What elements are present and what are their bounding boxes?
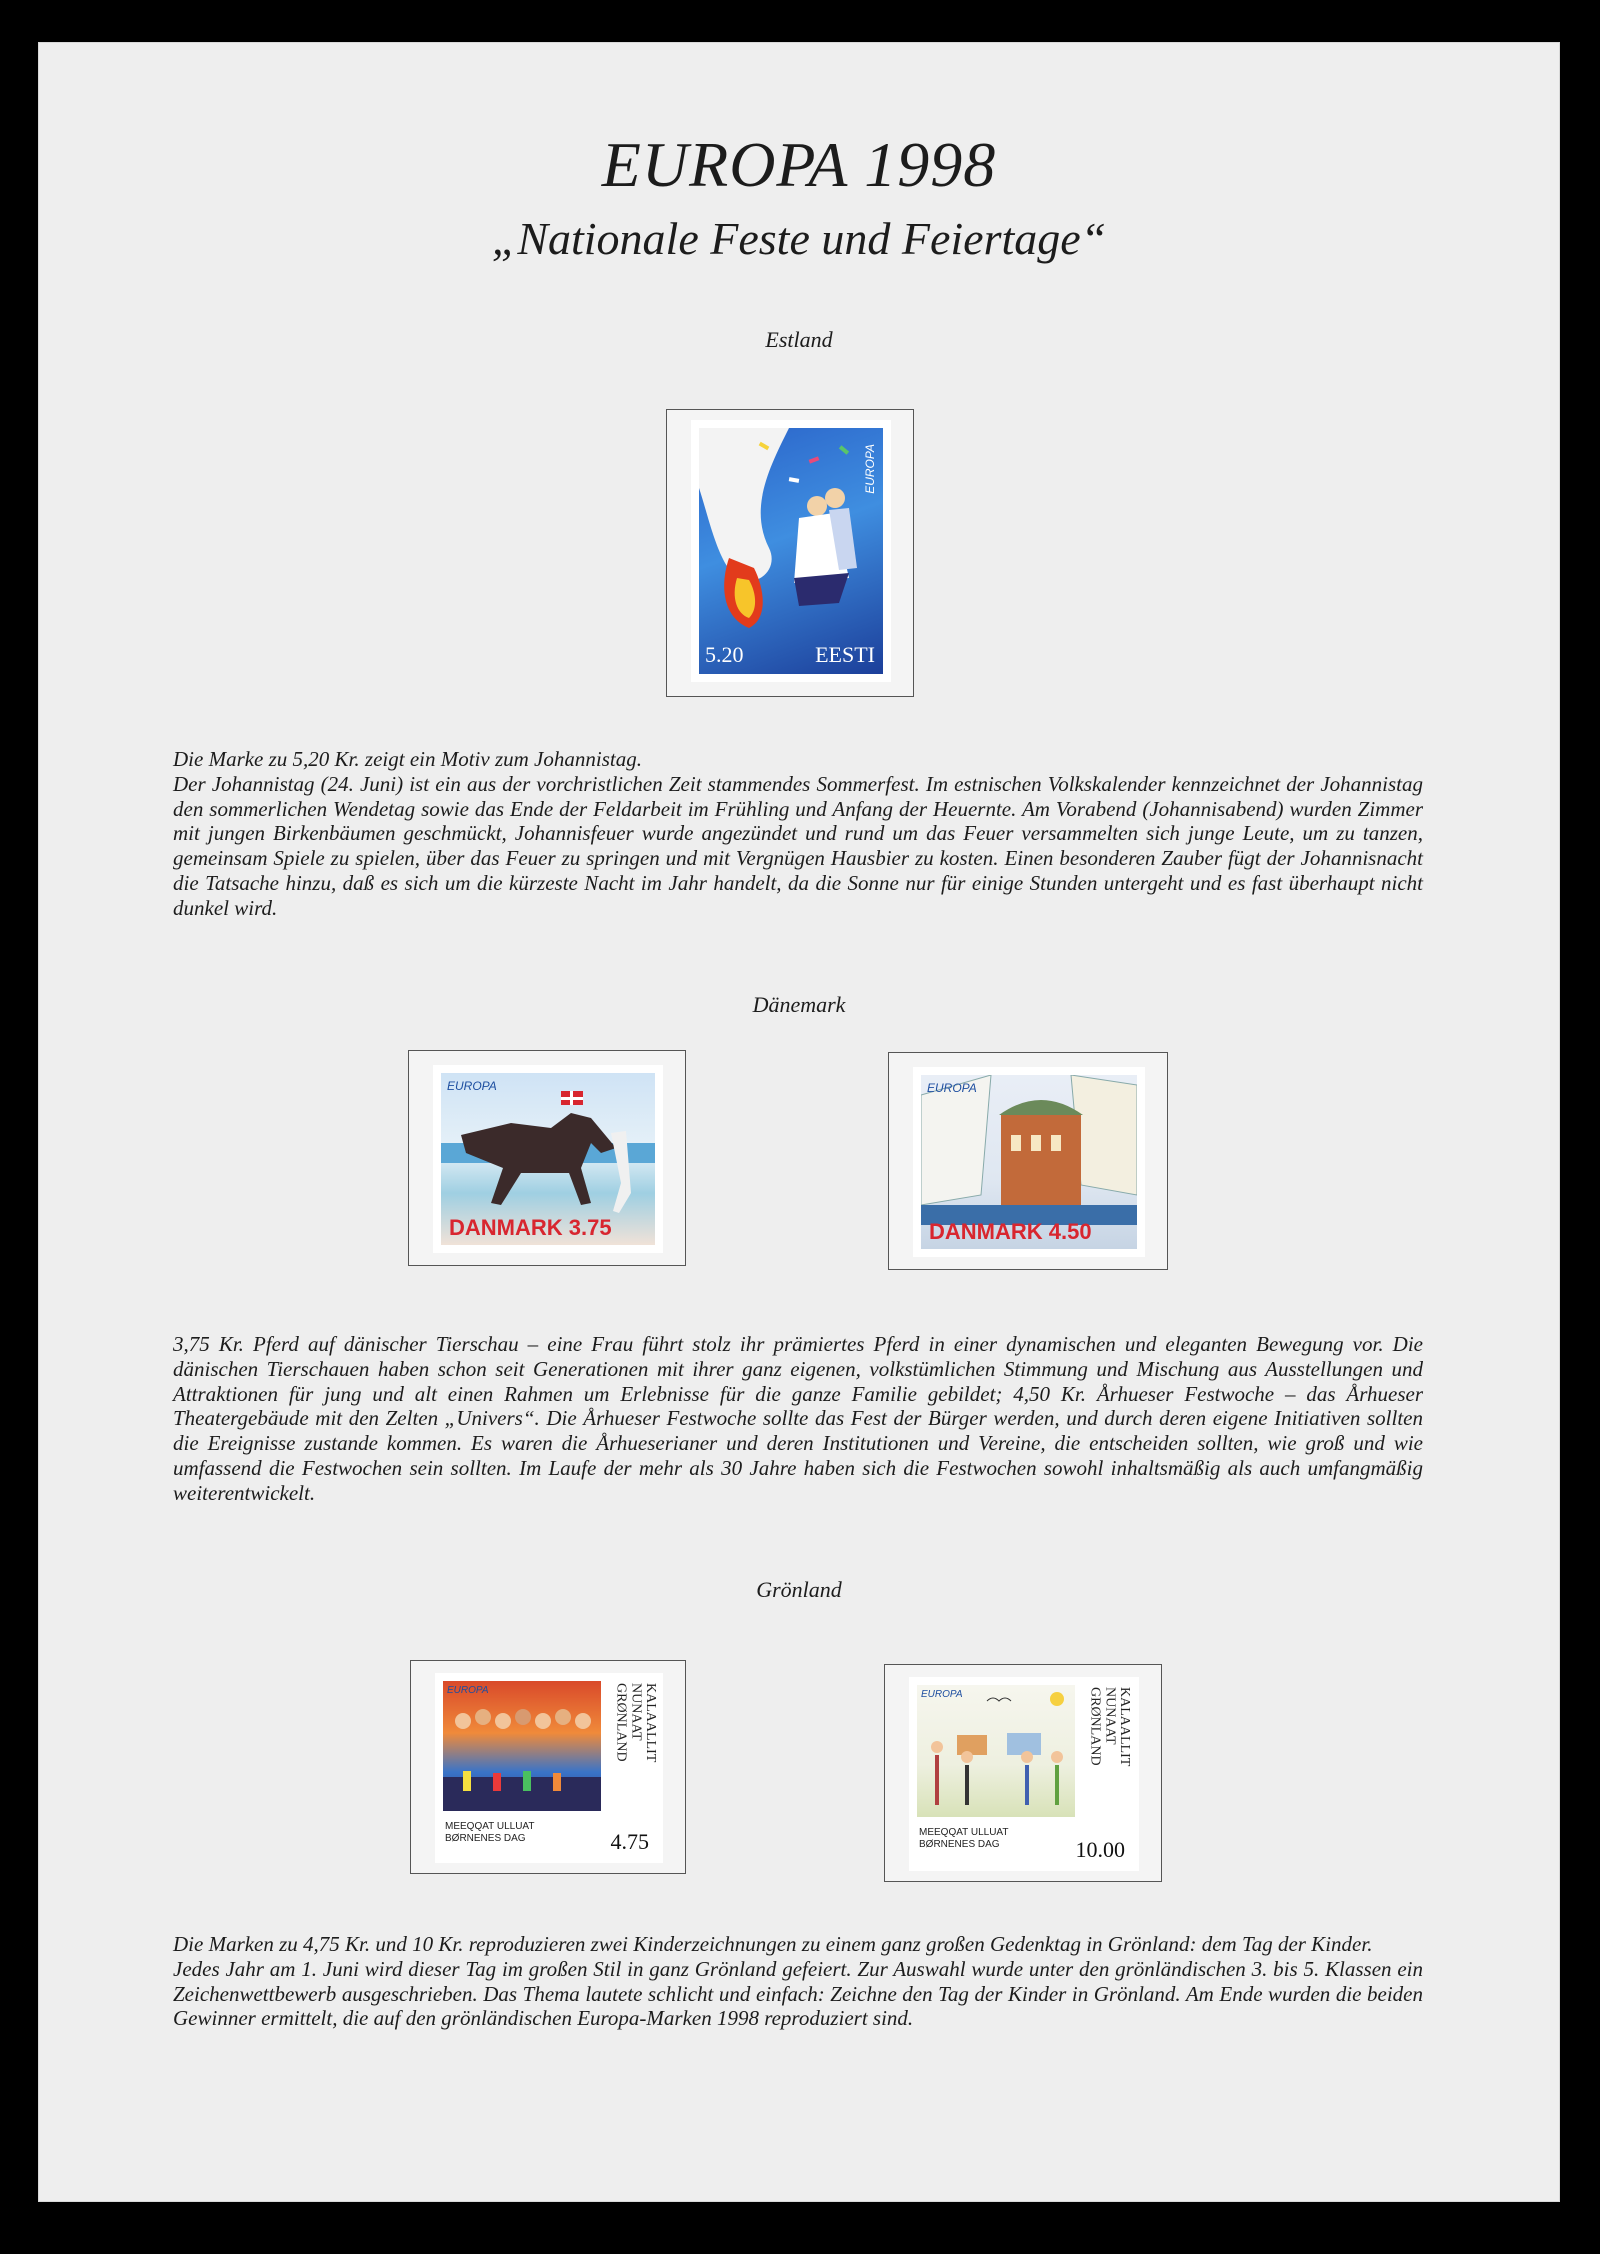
page-subtitle: „Nationale Feste und Feiertage“ — [491, 213, 1107, 264]
stamp-caption: MEEQQAT ULLUAT BØRNENES DAG — [919, 1827, 1009, 1850]
midsummer-dance-illustration — [699, 428, 883, 674]
stamp-artwork — [441, 1073, 655, 1245]
stamp-mount-groenland-1 — [410, 1660, 686, 1874]
stamp-caption: MEEQQAT ULLUAT BØRNENES DAG — [445, 1821, 535, 1844]
text-daenemark-body: 3,75 Kr. Pferd auf dänischer Tierschau – eine Frau führt stolz ihr prämiertes Pferd in einer dynamischen und eleganten Bewegung vor. Die dänischen Tierschauen haben schon seit Generationen mit ihrer ganz eigenen, volkstümlichen Stimmung und Mischung aus Ausstellungen und Attraktionen für jung und alt einen Rahmen um Erlebnisse für die ganze Familie gebildet; 4,50 Kr. Århueser Festwoche – das Århueser Theatergebäude mit den Zelten „Univers“. Die Århueser Festwoche sollte das Fest der Bürger werden, und durch deren eigene Initiativen sollten die Ereignisse zustande kommen. Es waren die Århueserianer und deren Institutionen und Vereine, die entscheiden sollten, wie groß und wie umfassend die Festwochen sein sollten. Im Laufe der mehr als 30 Jahre haben sich die Festwochen sowohl inhaltsmäßig als auch umfangmäßig weiterentwickelt. — [173, 1332, 1423, 1505]
stamp-face-value: DANMARK 4.50 — [929, 1219, 1092, 1244]
stamp-country-name: KALAALLIT NUNAAT GRØNLAND — [1087, 1687, 1132, 1767]
stamp-country-name: EESTI — [815, 642, 875, 667]
text-estland-body: Der Johannistag (24. Juni) ist ein aus der vorchristlichen Zeit stammendes Sommerfest. Im estnischen Volkskalender kennzeichnet der Johannistag den sommerlichen Wendetag sowie das Ende der Feldarbeit im Frühling und Anfang der Heuernte. Am Vorabend (Johannisabend) wurden Zimmer mit jungen Birkenbäumen geschmückt, Johannisfeuer wurde angezündet und rund um das Feuer versammelten sich junge Leute, um zu tanzen, gemeinsam Spiele zu spielen, über das Feuer zu springen und mit Vergnügen Hausbier zu kosten. Einen besonderen Zauber fügt der Johannisnacht die Tatsache hinzu, daß es sich um die kürzeste Nacht im Jahr handelt, da die Sonne nur für einige Stunden untergeht und es fast überhaupt nicht dunkel wird. — [173, 771, 1423, 920]
children-day-drawing-2 — [917, 1685, 1075, 1817]
stamp-groenland-10-00 — [909, 1677, 1139, 1871]
stamp-mount-estland — [666, 409, 914, 697]
stamp-danmark-4-50 — [913, 1067, 1145, 1257]
stamp-europa-label: EUROPA — [447, 1079, 497, 1093]
children-day-drawing-1 — [443, 1681, 601, 1811]
stamp-mount-groenland-2 — [884, 1664, 1162, 1882]
stamp-mount-danmark-2 — [888, 1052, 1168, 1270]
stamp-country-name: KALAALLIT NUNAAT GRØNLAND — [613, 1683, 658, 1763]
text-daenemark — [173, 1332, 1423, 1505]
section-heading-daenemark: Dänemark — [752, 992, 846, 1017]
stamp-artwork — [921, 1075, 1137, 1249]
stamp-face-value: 10.00 — [1075, 1837, 1125, 1862]
stamp-artwork — [917, 1685, 1075, 1817]
stamp-europa-label: EUROPA — [863, 444, 877, 494]
text-estland — [173, 747, 1423, 920]
section-heading-estland: Estland — [765, 327, 833, 352]
stamp-face-value: 4.75 — [610, 1829, 649, 1854]
album-page — [38, 42, 1560, 2202]
text-groenland-body: Jedes Jahr am 1. Juni wird dieser Tag im großen Stil in ganz Grönland gefeiert. Zur Auswahl wurde unter den grönländischen 3. bis 5. Klassen ein Zeichenwettbewerb ausgeschrieben. Das Thema lautete schlicht und einfach: Zeichne den Tag der Kinder in Grönland. Am Ende wurden die beiden Gewinner ermittelt, die auf den grönländischen Europa-Marken 1998 reproduziert sind. — [173, 1956, 1423, 2031]
section-heading-groenland: Grönland — [756, 1577, 842, 1602]
text-groenland-intro: Die Marken zu 4,75 Kr. und 10 Kr. reproduzieren zwei Kinderzeichnungen zu einem ganz großen Gedenktag in Grönland: dem Tag der Kinder. — [173, 1932, 1373, 1956]
stamp-europa-label: EUROPA — [927, 1081, 977, 1095]
stamp-groenland-4-75 — [435, 1673, 663, 1863]
stamp-europa-label: EUROPA — [921, 1689, 963, 1700]
stamp-danmark-3-75 — [433, 1065, 663, 1253]
stamp-artwork — [443, 1681, 601, 1811]
text-groenland — [173, 1932, 1423, 2031]
stamp-face-value: DANMARK 3.75 — [449, 1215, 612, 1240]
stamp-mount-danmark-1 — [408, 1050, 686, 1266]
stamp-europa-label: EUROPA — [447, 1685, 489, 1696]
stamp-estland-5-20 — [691, 420, 891, 682]
stamp-face-value: 5.20 — [705, 642, 744, 667]
page-title: EUROPA 1998 — [601, 129, 997, 200]
stamp-artwork — [699, 428, 883, 674]
text-estland-intro: Die Marke zu 5,20 Kr. zeigt ein Motiv zum Johannistag. — [173, 747, 642, 771]
